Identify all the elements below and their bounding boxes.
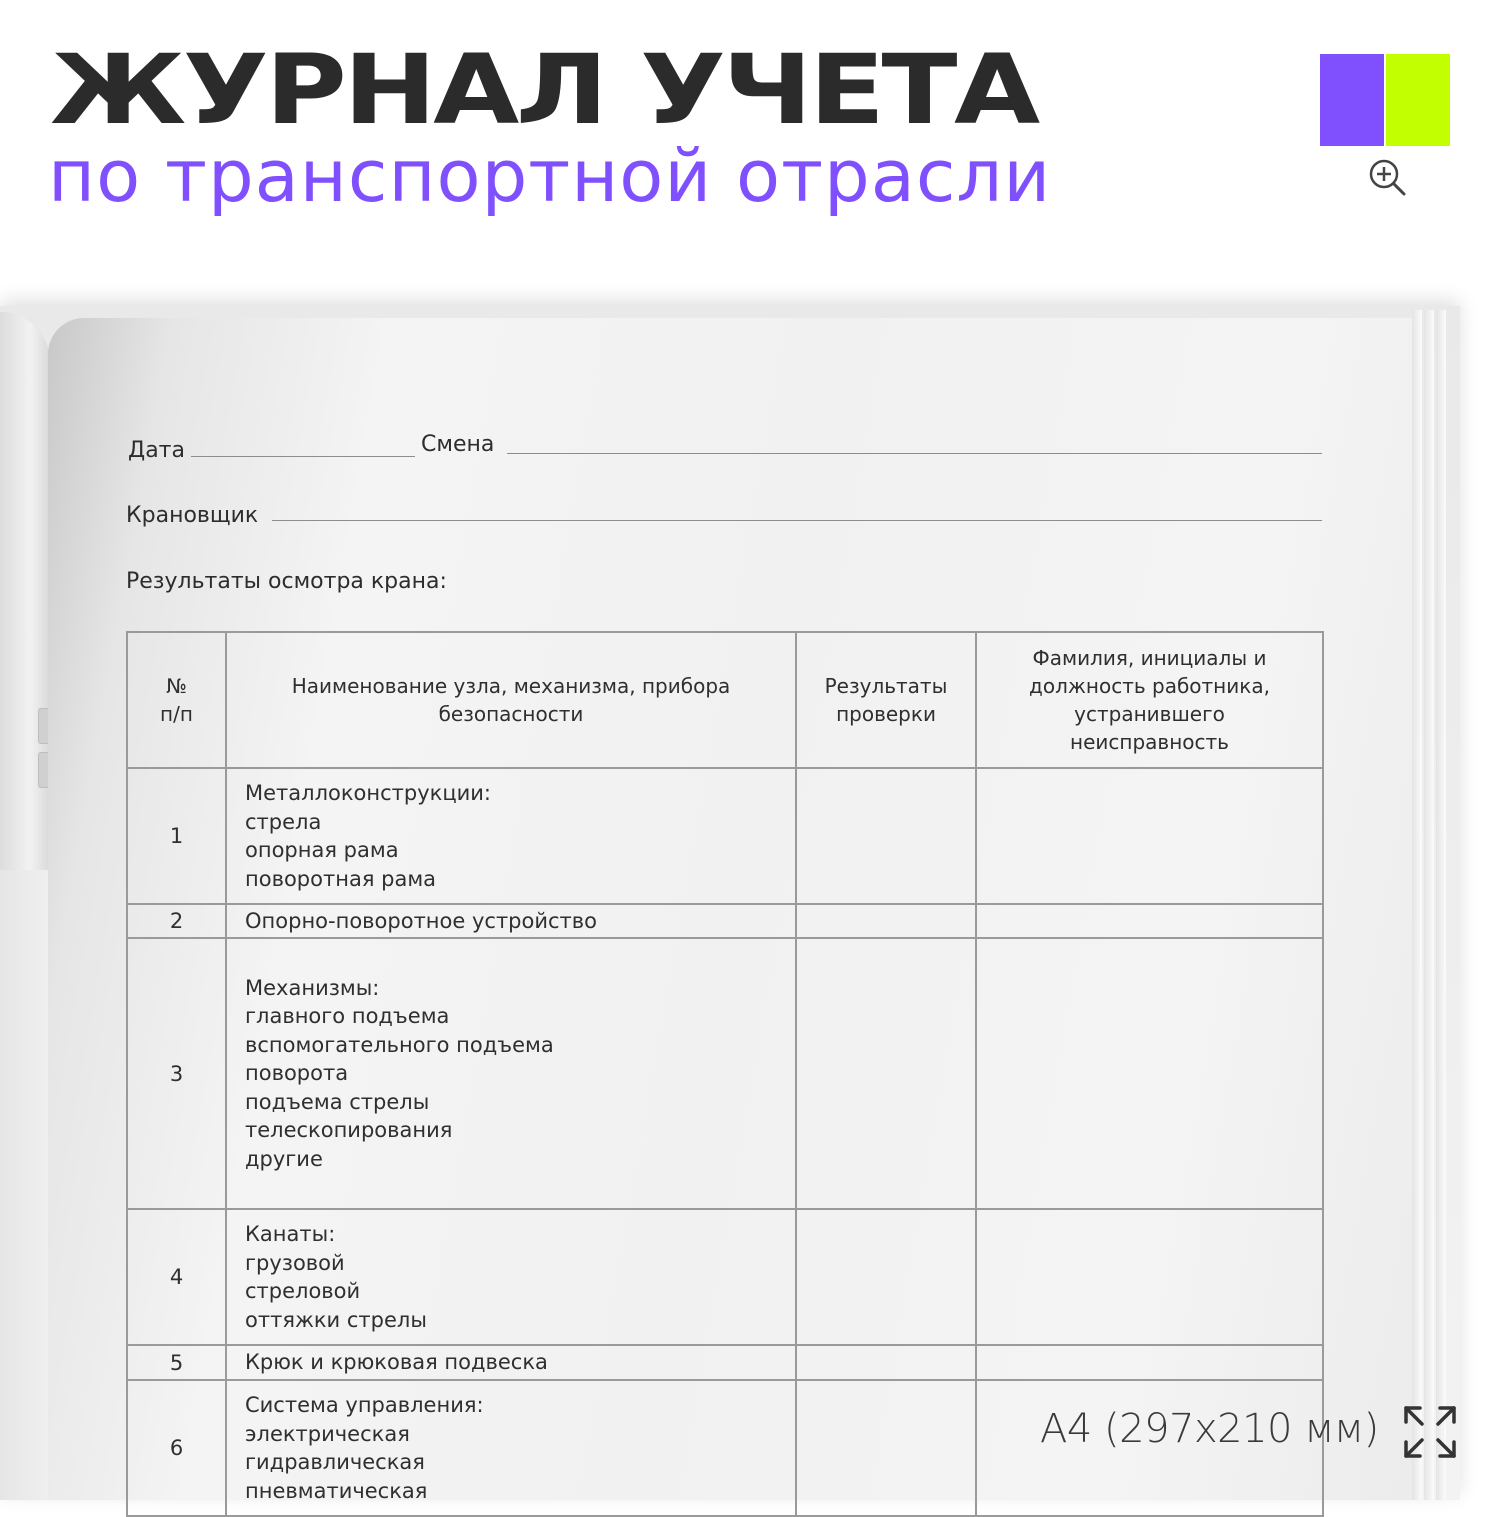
row-item: Металлоконструкции: стрела опорная рама поворотная рама: [226, 768, 796, 904]
table-row: [127, 1345, 1323, 1380]
page-edge: [1436, 310, 1446, 1500]
table-header-row: [127, 632, 1323, 768]
page-subtitle: по транспортной отрасли: [48, 134, 1052, 218]
result-cell[interactable]: [796, 904, 976, 938]
result-cell[interactable]: [796, 1209, 976, 1345]
shift-label: Смена: [421, 432, 495, 457]
color-swatch-purple: [1320, 54, 1384, 146]
page-edge: [1424, 310, 1434, 1500]
result-cell[interactable]: [796, 938, 976, 1209]
table-row: [127, 1209, 1323, 1345]
expand-icon: [1402, 1404, 1458, 1460]
zoom-in-icon: [1366, 156, 1410, 200]
row-item: Система управления: электрическая гидравлическая пневматическая: [226, 1380, 796, 1516]
col-header-worker: Фамилия, инициалы и должность работника, устранившего неисправность: [976, 632, 1323, 768]
col-header-num: № п/п: [127, 632, 226, 768]
table-row: [127, 938, 1323, 1209]
inspection-table: [126, 631, 1324, 1517]
table-row: [127, 768, 1323, 904]
date-line: [191, 456, 415, 457]
results-label: Результаты осмотра крана:: [126, 569, 447, 594]
shift-line: [507, 453, 1322, 454]
row-item: Канаты: грузовой стреловой оттяжки стрелы: [226, 1209, 796, 1345]
operator-line: [272, 520, 1322, 521]
worker-cell[interactable]: [976, 1209, 1323, 1345]
row-item: Опорно-поворотное устройство: [226, 904, 796, 938]
result-cell[interactable]: [796, 768, 976, 904]
format-label: А4 (297х210 мм): [1040, 1406, 1379, 1452]
row-number: 5: [127, 1345, 226, 1380]
row-number: 4: [127, 1209, 226, 1345]
row-number: 6: [127, 1380, 226, 1516]
page-title: ЖУРНАЛ УЧЕТА: [50, 34, 1037, 146]
color-swatch-lime: [1386, 54, 1450, 146]
fullscreen-button[interactable]: [1402, 1404, 1458, 1460]
result-cell[interactable]: [796, 1345, 976, 1380]
worker-cell[interactable]: [976, 768, 1323, 904]
page-edge: [1412, 310, 1422, 1500]
result-cell[interactable]: [796, 1380, 976, 1516]
worker-cell[interactable]: [976, 938, 1323, 1209]
row-item: Механизмы: главного подъема вспомогательного подъема поворота подъема стрелы телескопирования другие: [226, 938, 796, 1209]
zoom-in-button[interactable]: [1366, 156, 1410, 200]
date-label: Дата: [128, 438, 185, 463]
row-number: 2: [127, 904, 226, 938]
col-header-result: Результаты проверки: [796, 632, 976, 768]
worker-cell[interactable]: [976, 1345, 1323, 1380]
worker-cell[interactable]: [976, 904, 1323, 938]
row-item: Крюк и крюковая подвеска: [226, 1345, 796, 1380]
operator-label: Крановщик: [126, 503, 259, 528]
row-number: 3: [127, 938, 226, 1209]
table-row: [127, 904, 1323, 938]
row-number: 1: [127, 768, 226, 904]
col-header-name: Наименование узла, механизма, прибора безопасности: [226, 632, 796, 768]
